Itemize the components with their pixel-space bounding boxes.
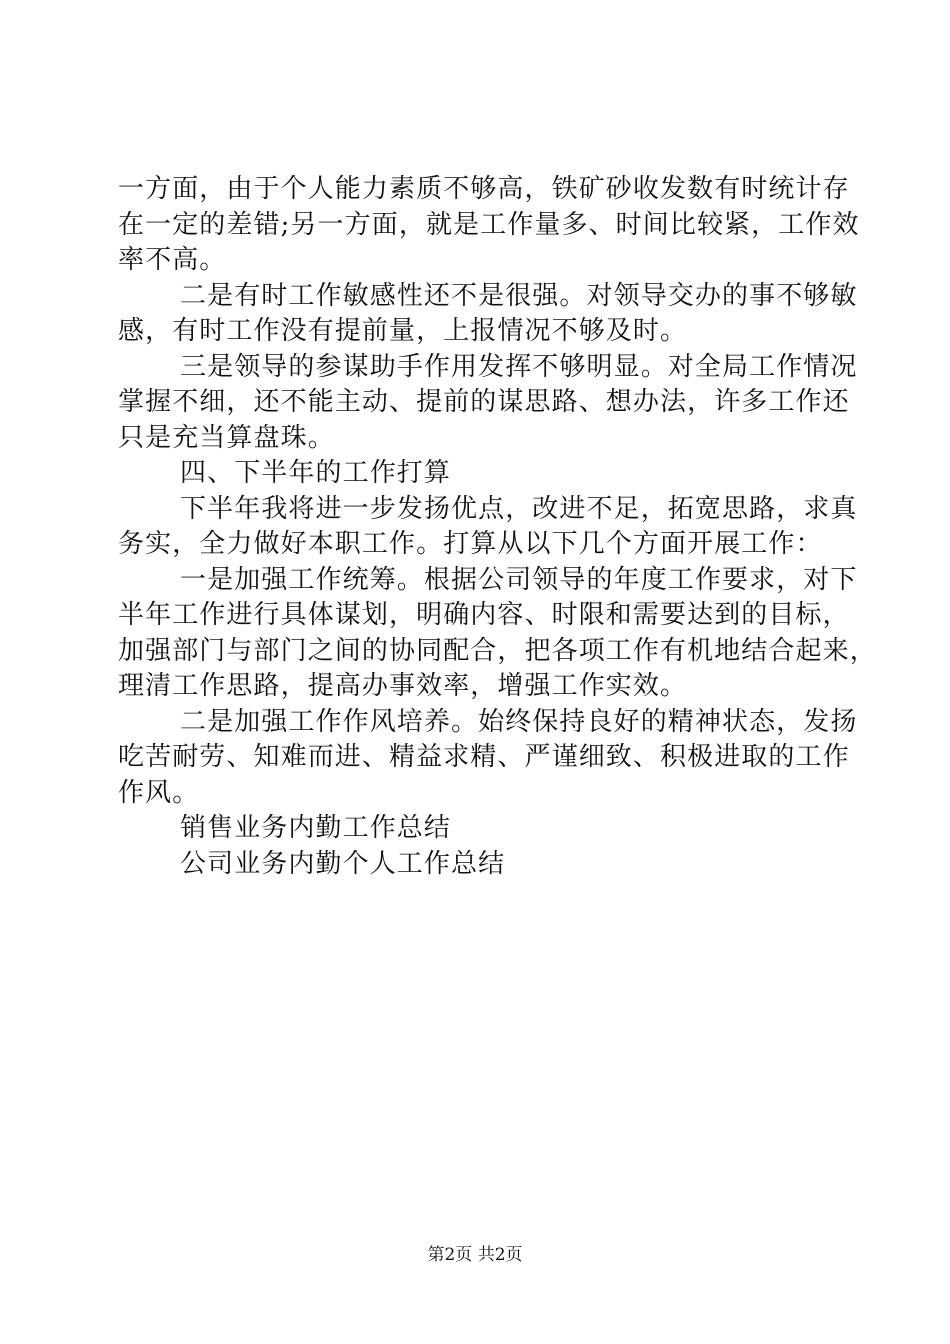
text-line: 加强部门与部门之间的协同配合，把各项工作有机地结合起来， xyxy=(118,635,877,666)
text-line: 务实，全力做好本职工作。打算从以下几个方面开展工作： xyxy=(118,529,823,559)
text-line: 率不高。 xyxy=(118,245,227,275)
text-line: 感，有时工作没有提前量，上报情况不够及时。 xyxy=(118,316,688,346)
text-line: 在一定的差错;另一方面，就是工作量多、时间比较紧，工作效 xyxy=(118,209,860,240)
text-line: 掌握不细，还不能主动、提前的谋思路、想办法，许多工作还 xyxy=(118,387,850,417)
text-line: 二是有时工作敏感性还不是很强。对领导交办的事不够敏 xyxy=(180,280,858,311)
text-line: 理清工作思路，提高办事效率，增强工作实效。 xyxy=(118,671,688,701)
text-line: 三是领导的参谋助手作用发挥不够明显。对全局工作情况 xyxy=(180,351,858,382)
document-body xyxy=(118,172,877,882)
text-line: 作风。 xyxy=(118,777,200,808)
text-line: 二是加强工作作风培养。始终保持良好的精神状态，发扬 xyxy=(180,706,858,737)
text-line: 下半年我将进一步发扬优点，改进不足，拓宽思路，求真 xyxy=(180,493,858,524)
page-number-footer: 第2页 共2页 xyxy=(427,1245,523,1265)
text-line: 销售业务内勤工作总结 xyxy=(180,813,452,843)
text-line: 一方面，由于个人能力素质不够高，铁矿砂收发数有时统计存 xyxy=(118,174,850,204)
text-line: 只是充当算盘珠。 xyxy=(118,422,335,453)
text-line: 公司业务内勤个人工作总结 xyxy=(180,848,506,879)
text-line: 一是加强工作统筹。根据公司领导的年度工作要求，对下 xyxy=(180,564,858,595)
text-line: 四、下半年的工作打算 xyxy=(180,458,452,488)
text-line: 吃苦耐劳、知难而进、精益求精、严谨细致、积极进取的工作 xyxy=(118,742,850,772)
text-line: 半年工作进行具体谋划，明确内容、时限和需要达到的目标， xyxy=(118,600,850,630)
